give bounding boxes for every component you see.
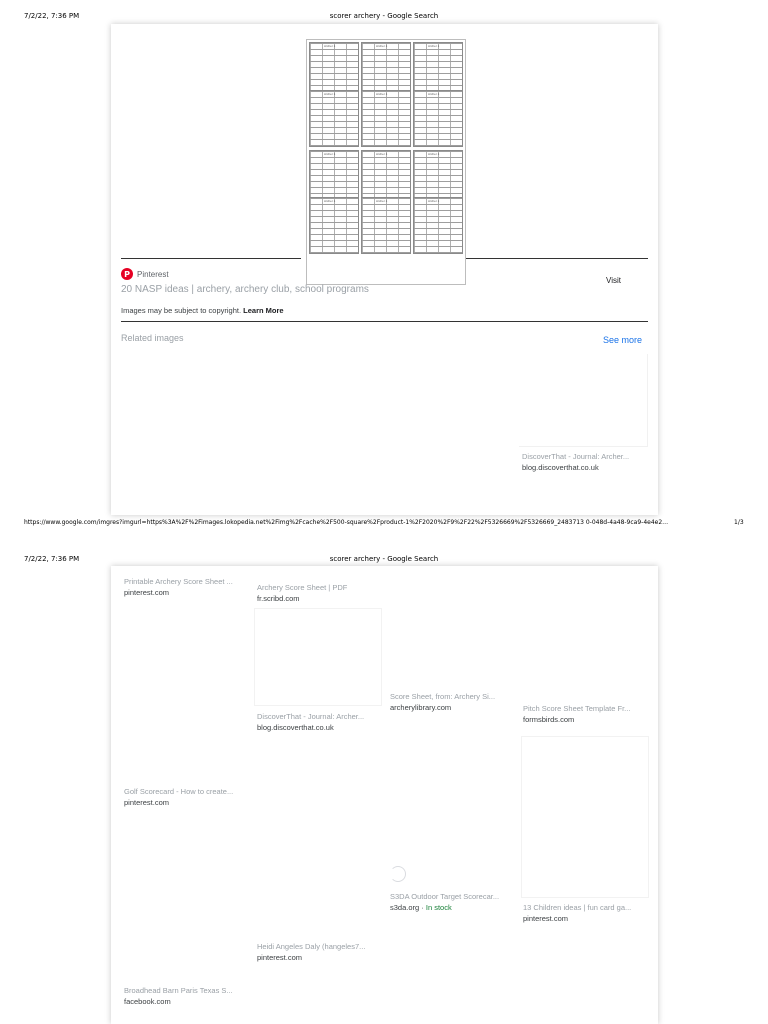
- related-item[interactable]: [124, 986, 249, 1006]
- related-item-domain: facebook.com: [124, 997, 171, 1006]
- print-title: scorer archery - Google Search: [329, 555, 439, 563]
- related-item-domain: s3da.org · In stock: [390, 903, 452, 912]
- related-images-heading: Related images: [121, 333, 184, 343]
- related-item-title: Printable Archery Score Sheet ...: [124, 577, 233, 586]
- source-name: Pinterest: [137, 269, 169, 279]
- related-item[interactable]: [390, 892, 515, 912]
- print-page-number: 1/3: [734, 519, 744, 526]
- related-images-grid: [111, 566, 658, 1024]
- sheet-title: Archer 1: [376, 92, 388, 96]
- related-item-title: DiscoverThat - Journal: Archer...: [522, 452, 630, 461]
- related-item-title: Score Sheet, from: Archery Si...: [390, 692, 496, 701]
- copyright-notice: [121, 306, 284, 315]
- preview-image[interactable]: [306, 39, 466, 285]
- see-more-link[interactable]: See more: [603, 335, 643, 345]
- related-image-thumbnail[interactable]: [519, 354, 648, 447]
- related-item[interactable]: [257, 712, 382, 732]
- related-item-domain: pinterest.com: [523, 914, 569, 923]
- divider: [121, 258, 301, 259]
- related-item-domain: fr.scribd.com: [257, 594, 300, 603]
- related-item[interactable]: [390, 692, 515, 712]
- sheet-title: Archer 1: [324, 152, 336, 156]
- source-row[interactable]: [121, 267, 169, 281]
- related-image-thumbnail[interactable]: [254, 608, 382, 706]
- related-item[interactable]: [257, 583, 382, 603]
- related-item[interactable]: [523, 903, 648, 923]
- print-date: 7/2/22, 7:36 PM: [24, 12, 80, 20]
- related-item[interactable]: [257, 942, 382, 962]
- pinterest-icon: P: [121, 268, 133, 280]
- result-title-link[interactable]: 20 NASP ideas | archery, archery club, school programs: [121, 284, 369, 295]
- print-title: scorer archery - Google Search: [329, 12, 439, 20]
- sheet-title: Archer 1: [428, 152, 440, 156]
- visit-button[interactable]: Visit: [606, 276, 621, 285]
- related-item-domain: blog.discoverthat.co.uk: [257, 723, 334, 732]
- sheet-title: Archer 1: [428, 92, 440, 96]
- copyright-text: Images may be subject to copyright.: [121, 306, 242, 315]
- related-item-title: S3DA Outdoor Target Scorecar...: [390, 892, 500, 901]
- related-item-title: Golf Scorecard - How to create...: [124, 787, 234, 796]
- sheet-title: Archer 1: [324, 199, 336, 203]
- sheet-title: Archer 1: [428, 199, 440, 203]
- divider: [466, 258, 648, 259]
- divider: [121, 321, 648, 322]
- learn-more-link[interactable]: Learn More: [243, 306, 284, 315]
- print-url: https://www.google.com/imgres?imgurl=https%3A%2F%2Fimages.lokopedia.net%2Fimg%2Fcache%2F500-square%2Fproduct-1%2F2020%2F9%2F22%2F5326669%2F5326669_2483713 0-048d-4a48-9ca9-4e4e2…: [24, 519, 669, 526]
- related-item[interactable]: [523, 704, 648, 724]
- sheet-title: Archer 1: [376, 152, 388, 156]
- related-item-domain: pinterest.com: [124, 798, 170, 807]
- related-item-domain: formsbirds.com: [523, 715, 575, 724]
- image-preview-panel: [111, 24, 658, 515]
- loading-spinner-icon: [390, 866, 406, 882]
- related-item-domain-text: s3da.org: [390, 903, 420, 912]
- related-image-thumbnail[interactable]: [521, 736, 649, 898]
- related-item-title: Archery Score Sheet | PDF: [257, 583, 348, 592]
- print-footer: [0, 519, 768, 531]
- related-item-title: DiscoverThat - Journal: Archer...: [257, 712, 365, 721]
- print-date: 7/2/22, 7:36 PM: [24, 555, 80, 563]
- related-item-domain: blog.discoverthat.co.uk: [522, 463, 599, 472]
- sheet-title: Archer 1: [324, 44, 336, 48]
- stock-status: In stock: [425, 903, 452, 912]
- related-item-domain: archerylibrary.com: [390, 703, 452, 712]
- related-item[interactable]: [124, 577, 249, 597]
- sheet-title: Archer 1: [376, 44, 388, 48]
- related-item-title: Pitch Score Sheet Template Fr...: [523, 704, 631, 713]
- related-item-title: 13 Children ideas | fun card ga...: [523, 903, 632, 912]
- related-item-domain: pinterest.com: [124, 588, 170, 597]
- sheet-title: Archer 1: [428, 44, 440, 48]
- sheet-title: Archer 1: [324, 92, 336, 96]
- related-item[interactable]: [522, 452, 647, 472]
- related-item-title: Broadhead Barn Paris Texas S...: [124, 986, 233, 995]
- sheet-title: Archer 1: [376, 199, 388, 203]
- related-item-title: Heidi Angeles Daly (hangeles7...: [257, 942, 366, 951]
- related-item-domain: pinterest.com: [257, 953, 303, 962]
- related-item[interactable]: [124, 787, 249, 807]
